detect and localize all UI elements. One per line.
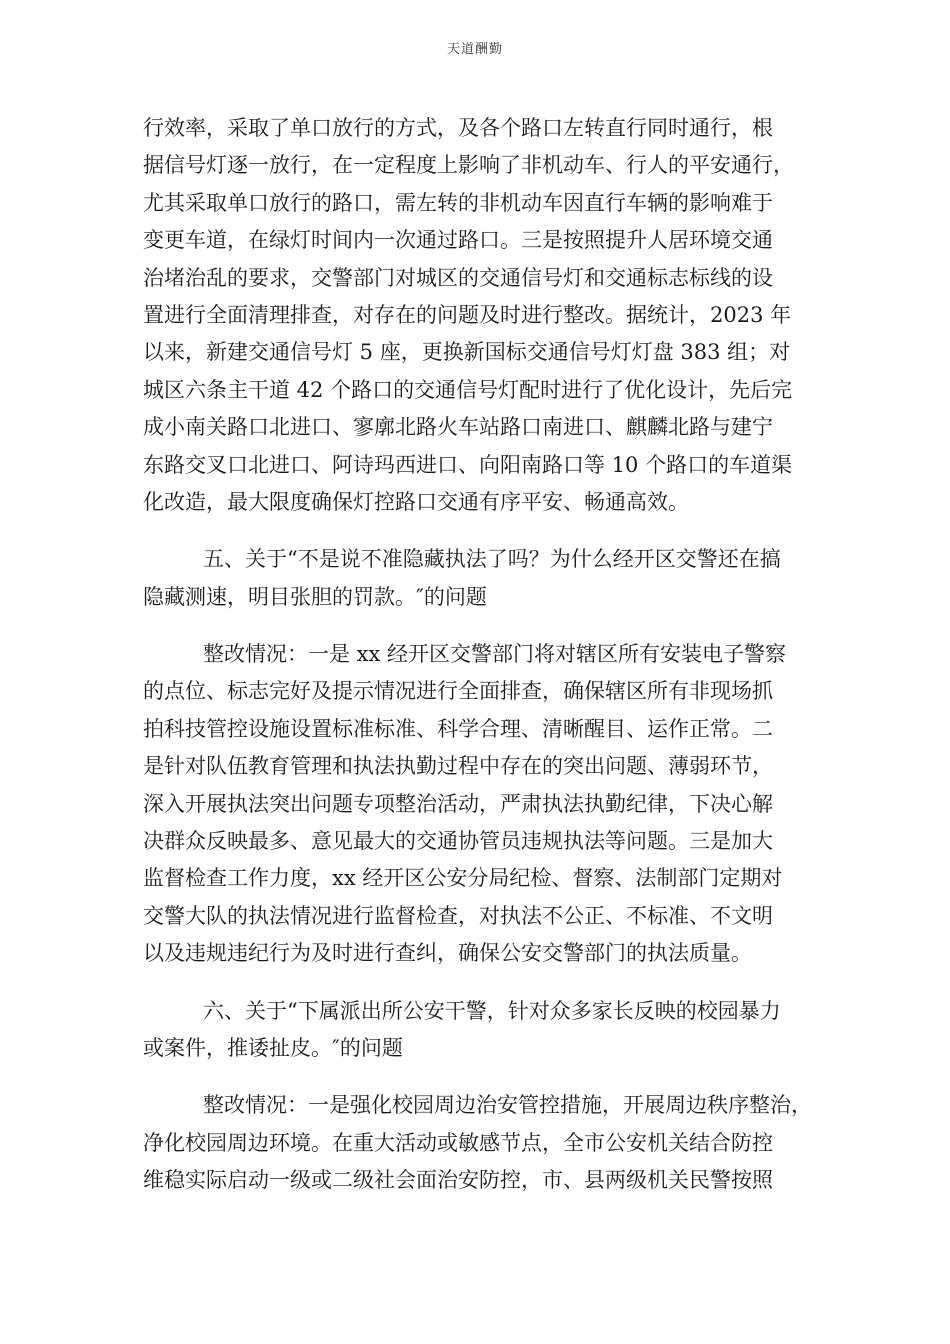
text-line: 行效率，采取了单口放行的方式，及各个路口左转直行同时通行，根 (143, 116, 773, 140)
text-line: 监督检查工作力度，xx 经开区公安分局纪检、督察、法制部门定期对 (143, 866, 783, 891)
text-line: 或案件，推诿扯皮。″的问题 (143, 1035, 403, 1060)
text-line: 化改造，最大限度确保灯控路口交通有序平安、畅通高效。 (143, 489, 689, 514)
text-line: 整改情况：一是强化校园周边治安管控措施，开展周边秩序整治， (203, 1093, 812, 1118)
section-heading-six (143, 993, 815, 1068)
text-line: 是针对队伍教育管理和执法执勤过程中存在的突出问题、薄弱环节， (143, 754, 773, 779)
text-line: 六、关于“下属派出所公安干警，针对众多家长反映的校园暴力 (203, 998, 781, 1023)
paragraph-rectification-five (143, 636, 815, 973)
text-line: 治堵治乱的要求，交警部门对城区的交通信号灯和交通标志标线的设 (143, 265, 773, 290)
text-line: 整改情况：一是 xx 经开区交警部门将对辖区所有安装电子警察 (203, 642, 787, 667)
text-line: 置进行全面清理排查，对存在的问题及时进行整改。据统计，2023 年 (143, 302, 792, 327)
text-line: 维稳实际启动一级或二级社会面治安防控，市、县两级机关民警按照 (143, 1168, 773, 1193)
text-line: 以来，新建交通信号灯 5 座，更换新国标交通信号灯灯盘 383 组；对 (143, 340, 791, 365)
text-line: 变更车道，在绿灯时间内一次通过路口。三是按照提升人居环境交通 (143, 228, 773, 253)
text-line: 五、关于“不是说不准隐藏执法了吗？为什么经开区交警还在搞 (203, 547, 781, 572)
text-line: 以及违规违纪行为及时进行查纠，确保公安交警部门的执法质量。 (143, 941, 752, 966)
text-line: 的点位、标志完好及提示情况进行全面排查，确保辖区所有非现场抓 (143, 679, 773, 704)
section-heading-five (143, 541, 815, 616)
text-line: 据信号灯逐一放行，在一定程度上影响了非机动车、行人的平安通行， (143, 153, 794, 178)
paragraph-traffic-signals (143, 110, 815, 521)
text-line: 城区六条主干道 42 个路口的交通信号灯配时进行了优化设计，先后完 (143, 377, 793, 402)
text-line: 深入开展执法突出问题专项整治活动，严肃执法执勤纪律，下决心解 (143, 791, 773, 816)
text-line: 尤其采取单口放行的路口，需左转的非机动车因直行车辆的影响难于 (143, 190, 773, 215)
paragraph-rectification-six (143, 1087, 815, 1199)
text-line: 净化校园周边环境。在重大活动或敏感节点，全市公安机关结合防控 (143, 1130, 773, 1155)
page-header: 天道酬勤 (446, 42, 503, 57)
text-line: 拍科技管控设施设置标准标准、科学合理、清晰醒目、运作正常。二 (143, 716, 773, 741)
text-line: 决群众反映最多、意见最大的交通协管员违规执法等问题。三是加大 (143, 829, 773, 854)
text-line: 成小南关路口北进口、寥廓北路火车站路口南进口、麒麟北路与建宁 (143, 415, 773, 440)
text-line: 东路交叉口北进口、阿诗玛西进口、向阳南路口等 10 个路口的车道渠 (143, 452, 793, 477)
text-line: 交警大队的执法情况进行监督检查，对执法不公正、不标准、不文明 (143, 903, 773, 928)
document-body (143, 110, 815, 1200)
text-line: 隐藏测速，明目张胆的罚款。″的问题 (143, 584, 487, 609)
